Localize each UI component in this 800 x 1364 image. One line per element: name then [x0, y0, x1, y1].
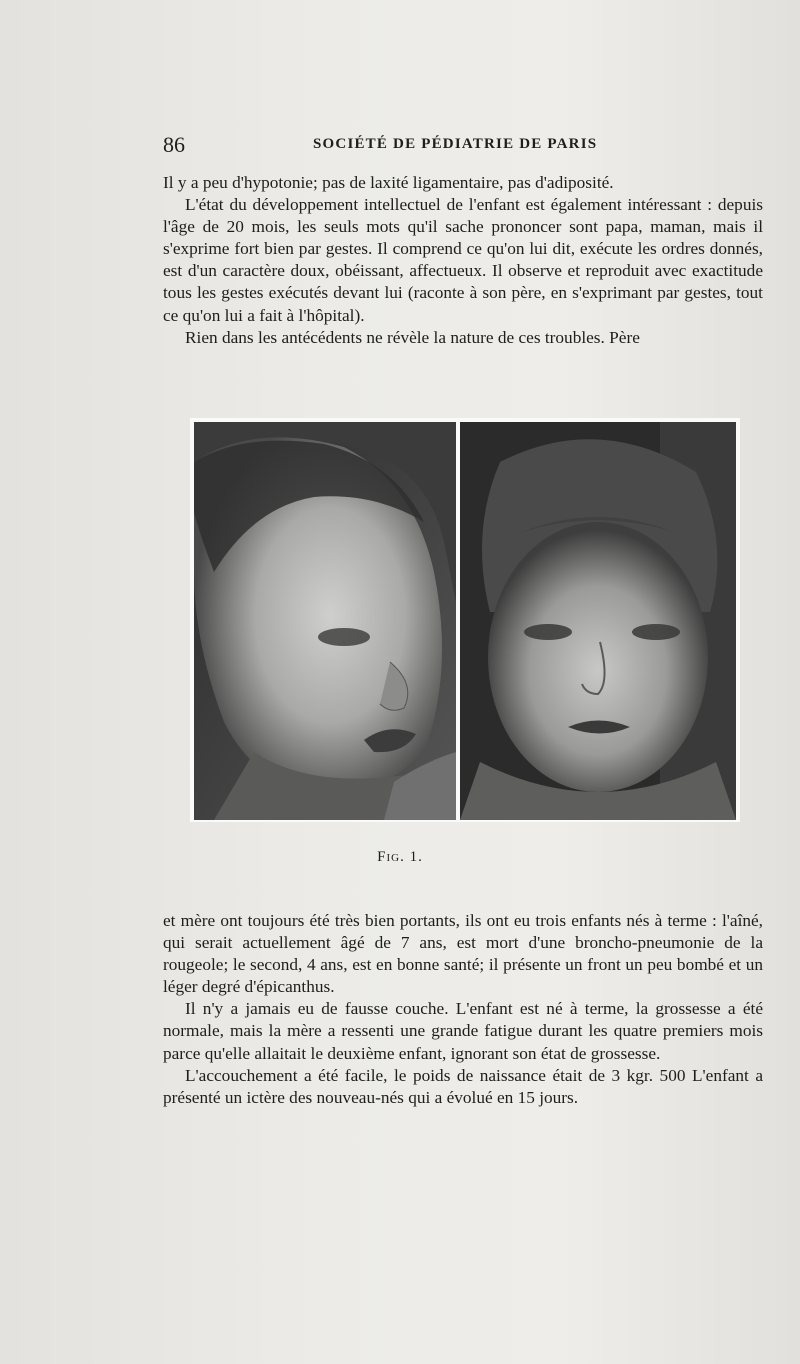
page-number: 86 — [163, 132, 185, 157]
paragraph: Il n'y a jamais eu de fausse couche. L'enfant est né à terme, la grossesse a été normale, mais la mère a ressenti une grande fatigue durant les quatre premiers mois parce qu'elle allaitait le deuxième enfant, ignorant son état de grossesse. — [163, 999, 763, 1063]
page-header — [163, 132, 763, 158]
paragraph: L'accouchement a été facile, le poids de naissance était de 3 kgr. 500 L'enfant a présenté un ictère des nouveau-nés qui a évolué en 15 jours. — [163, 1065, 763, 1107]
paragraph: Rien dans les antécédents ne révèle la nature de ces troubles. Père — [185, 327, 640, 347]
figure-photographs — [190, 418, 740, 822]
running-title: SOCIÉTÉ DE PÉDIATRIE DE PARIS — [313, 136, 598, 152]
photo-child-front — [460, 422, 736, 820]
paragraph: et mère ont toujours été très bien portants, ils ont eu trois enfants nés à terme : l'aîné, qui serait actuellement âgé de 7 ans, est mort d'une broncho-pneumonie de la rougeole; le second, 4 ans, est en bonne santé; il présente un front un peu bombé et un léger degré d'épicanthus. — [163, 911, 763, 997]
paragraph: Il y a peu d'hypotonie; pas de laxité ligamentaire, pas d'adiposité. — [163, 173, 614, 192]
text-block-bottom — [163, 910, 763, 1109]
photo-child-profile-image — [194, 422, 456, 820]
paragraph: L'état du développement intellectuel de l'enfant est également intéressant : depuis l'âge de 20 mois, les seuls mots qu'il sache prononcer sont papa, maman, mais il s'exprime fort bien par gestes. Il comprend ce qu'on lui dit, exécute les ordres donnés, est d'un caractère doux, obéissant, affectueux. Il observe et reproduit avec exactitude tous les gestes exécutés devant lui (raconte à son père, en s'exprimant par gestes, tout ce qu'on lui a fait à l'hôpital). — [163, 195, 763, 325]
figure-caption: Fig. 1. — [377, 849, 423, 865]
photo-child-profile — [194, 422, 456, 820]
text-block-top — [163, 172, 763, 349]
photo-child-front-image — [460, 422, 736, 820]
